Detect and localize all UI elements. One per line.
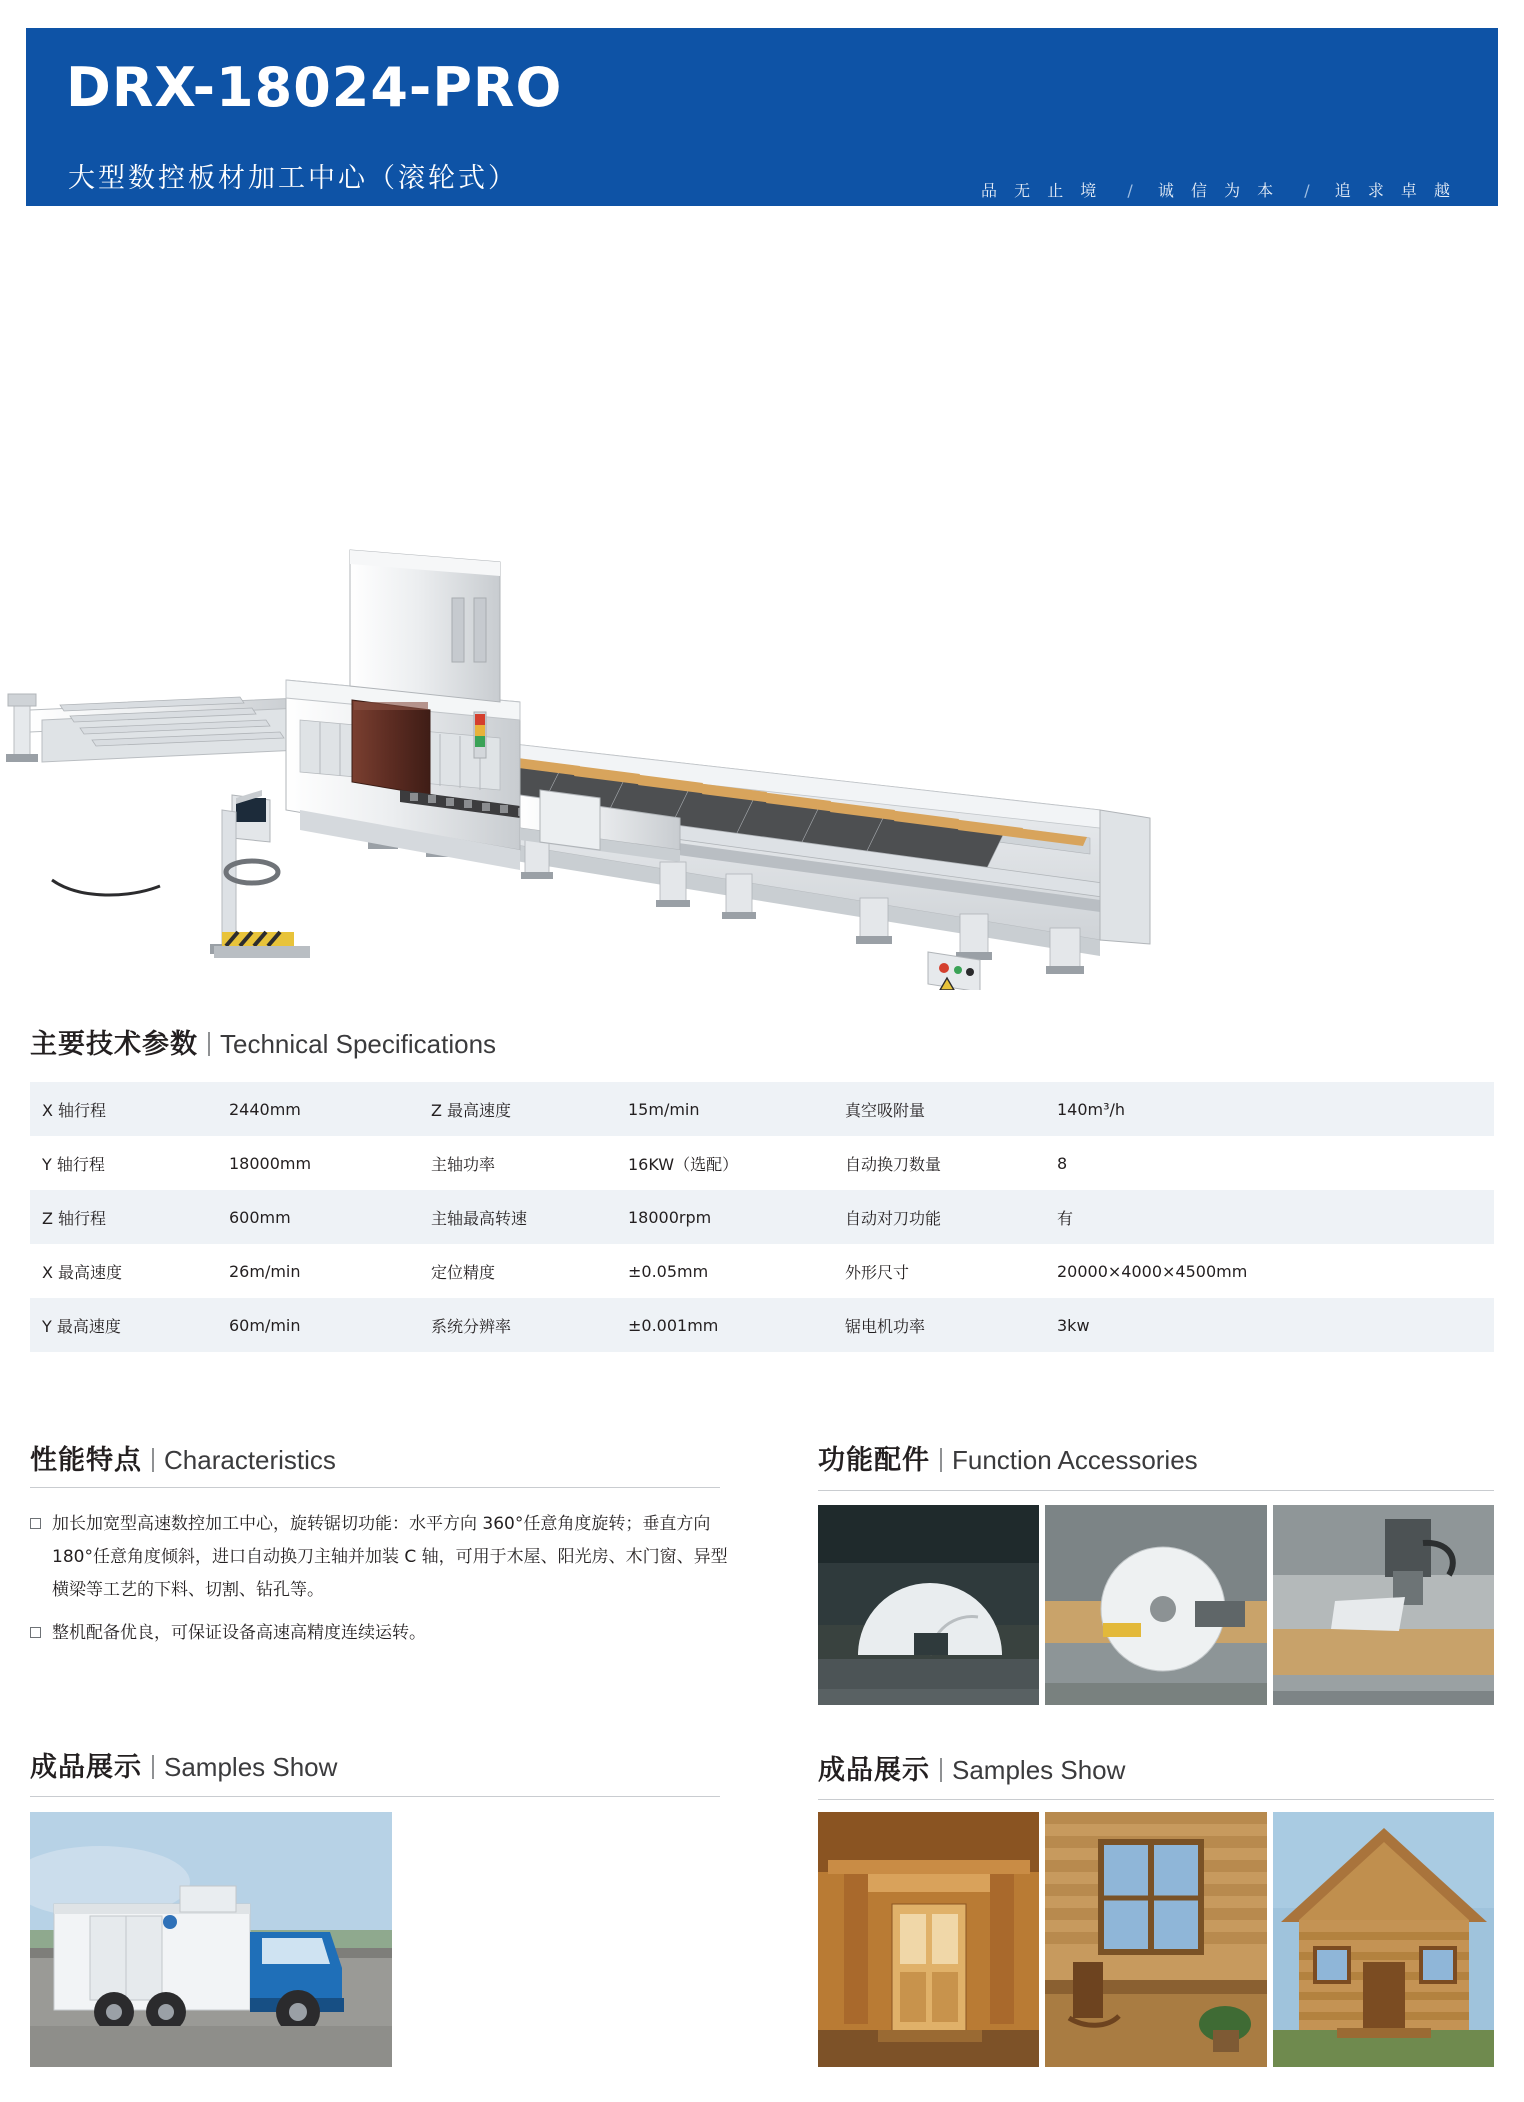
function-accessories-title-cn: 功能配件 <box>818 1445 930 1476</box>
spec-value: 18000rpm <box>628 1207 712 1227</box>
spec-label: 外形尺寸 <box>845 1262 910 1282</box>
title-divider <box>152 1448 154 1472</box>
page-subtitle: 大型数控板材加工中心（滚轮式） <box>68 163 518 194</box>
sample-photo-wooden-house-entrance <box>818 1812 1039 2067</box>
sample-photo-log-cabin-interior <box>1045 1812 1266 2067</box>
machine-hero-image <box>0 250 1524 990</box>
spec-value: 2440mm <box>229 1099 301 1119</box>
samples-right-title-cn: 成品展示 <box>818 1755 930 1786</box>
samples-show-right-title <box>818 1748 1125 1787</box>
slogan-separator-1: / <box>1127 181 1133 200</box>
spec-label: 真空吸附量 <box>845 1100 926 1120</box>
characteristics-title-cn: 性能特点 <box>30 1445 142 1476</box>
list-item <box>30 1508 730 1607</box>
title-divider <box>208 1032 210 1056</box>
function-accessories-gallery <box>818 1505 1494 1705</box>
spec-value: 18000mm <box>229 1153 312 1173</box>
function-accessories-title-en: Function Accessories <box>952 1445 1198 1475</box>
characteristics-list <box>30 1508 730 1660</box>
spec-value: 有 <box>1057 1208 1074 1228</box>
operator-console <box>210 790 278 954</box>
title-divider <box>940 1758 942 1782</box>
spec-label: 主轴最高转速 <box>431 1208 528 1228</box>
machine-gantry <box>286 550 680 870</box>
technical-specifications-table <box>30 1082 1494 1352</box>
spec-label: X 最高速度 <box>42 1262 123 1282</box>
spec-label: Y 轴行程 <box>42 1154 105 1174</box>
spec-value: ±0.05mm <box>628 1261 709 1281</box>
title-divider <box>152 1755 154 1779</box>
section-divider <box>818 1490 1494 1491</box>
spec-label: 系统分辨率 <box>431 1316 512 1336</box>
sample-photo-refrigerated-truck <box>30 1812 392 2067</box>
section-divider <box>30 1796 720 1797</box>
spec-value: 15m/min <box>628 1099 700 1119</box>
slogan-1: 品 无 止 境 <box>981 181 1103 200</box>
page-header <box>26 28 1498 206</box>
spec-value: 8 <box>1057 1153 1068 1173</box>
characteristic-text: 整机配备优良，可保证设备高速高精度连续运转。 <box>52 1623 426 1643</box>
spec-value: ±0.001mm <box>628 1315 719 1335</box>
list-item <box>30 1617 730 1650</box>
specs-title-cn: 主要技术参数 <box>30 1029 198 1060</box>
spec-label: 自动对刀功能 <box>845 1208 942 1228</box>
page-title: DRX-18024-PRO <box>66 56 563 119</box>
accessory-photo-spindle-head-3 <box>1273 1505 1494 1705</box>
spec-label: 锯电机功率 <box>845 1316 926 1336</box>
table-row <box>30 1244 1494 1298</box>
specs-title-en: Technical Specifications <box>220 1029 497 1059</box>
spec-value: 20000×4000×4500mm <box>1057 1261 1248 1281</box>
samples-right-title-en: Samples Show <box>952 1755 1126 1785</box>
spec-label: 自动换刀数量 <box>845 1154 942 1174</box>
slogan-2: 诚 信 为 本 <box>1157 181 1280 200</box>
spec-value: 600mm <box>229 1207 291 1227</box>
bullet-icon <box>30 1518 41 1529</box>
header-slogans <box>981 178 1456 201</box>
samples-left-title-en: Samples Show <box>164 1752 338 1782</box>
table-row <box>30 1298 1494 1352</box>
samples-show-left-title <box>30 1745 337 1784</box>
characteristics-section-title <box>30 1438 336 1477</box>
spec-value: 140m³/h <box>1057 1099 1126 1119</box>
table-row <box>30 1136 1494 1190</box>
slogan-3: 追 求 卓 越 <box>1334 181 1456 200</box>
samples-left-title-cn: 成品展示 <box>30 1752 142 1783</box>
table-row <box>30 1082 1494 1136</box>
title-divider <box>940 1448 942 1472</box>
accessory-photo-saw-blade-2 <box>1045 1505 1266 1705</box>
sample-photo-log-cabin-exterior <box>1273 1812 1494 2067</box>
slogan-separator-2: / <box>1304 181 1310 200</box>
spec-value: 3kw <box>1057 1315 1090 1335</box>
characteristic-text: 加长加宽型高速数控加工中心，旋转锯切功能：水平方向 360°任意角度旋转；垂直方向 180°任意角度倾斜，进口自动换刀主轴并加装 C 轴，可用于木屋、阳光房、木门窗、异型横梁等工艺的下料、切割、钻孔等。 <box>52 1514 728 1600</box>
section-divider <box>30 1487 720 1488</box>
spec-value: 26m/min <box>229 1261 301 1281</box>
characteristics-title-en: Characteristics <box>164 1445 336 1475</box>
samples-show-right-gallery <box>818 1812 1494 2067</box>
spec-value: 60m/min <box>229 1315 301 1335</box>
bullet-icon <box>30 1627 41 1638</box>
spec-label: X 轴行程 <box>42 1100 107 1120</box>
table-row <box>30 1190 1494 1244</box>
spec-value: 16KW（选配） <box>628 1154 739 1174</box>
accessory-photo-saw-blade-1 <box>818 1505 1039 1705</box>
function-accessories-section-title <box>818 1438 1198 1477</box>
specs-section-title <box>30 1022 496 1061</box>
spec-label: 主轴功率 <box>431 1154 496 1174</box>
spec-label: 定位精度 <box>431 1262 496 1282</box>
spec-label: Y 最高速度 <box>42 1316 121 1336</box>
section-divider <box>818 1799 1494 1800</box>
spec-label: Z 轴行程 <box>42 1208 107 1228</box>
spec-label: Z 最高速度 <box>431 1100 512 1120</box>
